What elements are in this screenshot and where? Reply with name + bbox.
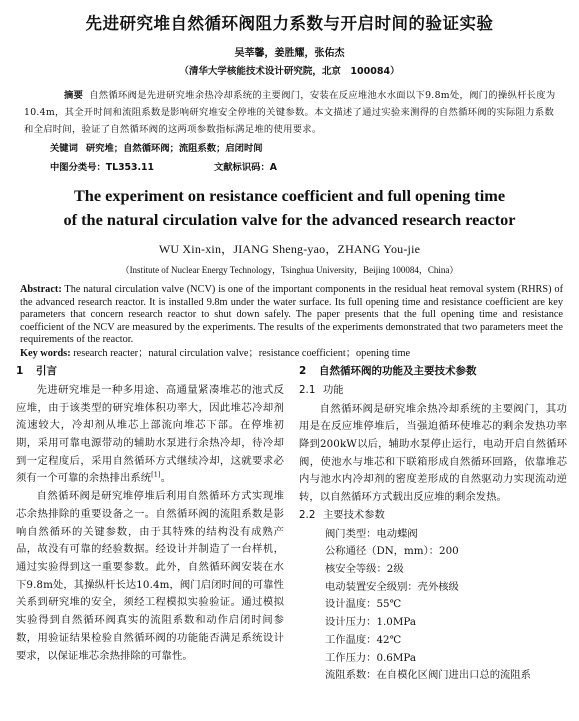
english-abstract-text: The natural circulation valve (NCV) is one of the important components in the residual heat removal system (RHRS) of the advanced research reactor. It is installed 9.8m under the water surface. Its full opening time and resistance coefficient are key parameters that concern research reactor to shut down safely. The paper presents that the full opening time and resistance coefficient of the NCV are measured by the experiments. The results of the experiments demonstrated that two parameters meet the requirements of the reactor. <box>20 284 563 346</box>
section-2-2-title: 主要技术参数 <box>323 508 385 521</box>
param-valve-type: 阀门类型：电动蝶阀 <box>325 527 418 540</box>
section-1-number: 1 <box>16 364 24 377</box>
english-keywords <box>20 347 563 360</box>
param-design-temperature: 设计温度：55℃ <box>325 598 402 611</box>
chinese-keywords <box>50 140 567 157</box>
doc-code-label: 文献标识码： <box>213 162 270 173</box>
param-design-pressure: 设计压力：1.0MPa <box>325 616 417 629</box>
chinese-abstract-label: 摘要 <box>64 90 84 101</box>
section-2-title: 自然循环阀的功能及主要技术参数 <box>319 364 477 377</box>
param-nominal-diameter: 公称通径（DN，mm）：200 <box>325 545 459 558</box>
param-nuclear-safety-class: 核安全等级：2级 <box>325 563 404 575</box>
english-keywords-text: research reacter；natural circulation valve；resistance coefficient；opening time <box>73 347 411 359</box>
section-2-1-paragraph: 自然循环阀是研究堆余热冷却系统的主要阀门，其功用是在反应堆停堆后，当强迫循环使堆芯的剩余发热功率降到200kW以后，辅助水泵停止运行，电动开启自然循环阀，使池水与堆芯和下联箱形成自然循环回路，依靠堆芯内与池水内冷却剂的密度差形成的自然驱动力实现流动逆转，以自然循环方式载出反应堆的剩余发热。 <box>299 402 567 504</box>
clc-label: 中图分类号： <box>50 162 106 173</box>
param-resistance-coefficient: 流阻系数：在自模化区阀门进出口总的流阻系 <box>325 669 531 682</box>
section-1-title: 引言 <box>36 364 57 377</box>
english-abstract-label: Abstract: <box>20 284 62 295</box>
section-2-1-title: 功能 <box>323 383 344 396</box>
left-column <box>16 364 284 685</box>
english-title-line-1: The experiment on resistance coefficient and full opening time <box>73 186 506 205</box>
classification-line <box>50 159 567 176</box>
english-keywords-label: Key words: <box>20 347 71 359</box>
english-title-line-2: of the natural circulation valve for the advanced research reactor <box>63 210 516 229</box>
reference-1: [1] <box>151 471 161 480</box>
section-1-heading <box>16 364 284 379</box>
doc-code-value: A <box>269 162 277 173</box>
clc-value: TL353.11 <box>105 162 154 173</box>
english-abstract <box>20 284 563 347</box>
section-2-1-number: 2.1 <box>299 383 316 396</box>
chinese-keywords-label: 关键词 <box>50 143 78 154</box>
param-working-temperature: 工作温度：42℃ <box>325 633 402 646</box>
param-working-pressure: 工作压力：0.6MPa <box>325 651 417 664</box>
section-2-2-number: 2.2 <box>299 508 316 521</box>
section-2-1-heading <box>299 382 567 400</box>
right-column <box>299 364 567 685</box>
body-columns <box>12 364 567 685</box>
english-affiliation: （Institute of Nuclear Energy Technology，Tsinghua University，Beijing 100084，China） <box>120 265 459 275</box>
section-1-paragraph-2: 自然循环阀是研究堆停堆后利用自然循环方式实现堆芯余热排除的重要设备之一。自然循环阀的流阻系数是影响自然循环的关键参数，由于其特殊的结构没有成熟产品，故没有可靠的经验数据。经设计并制造了一台样机，通过实验得到这一重要参数。此外，自然循环阀安装在水下9.8m处，其操纵杆长达10.4m，阀门启闭时间的可靠性关系到研究堆的安全，须经工程模拟实验验证。通过模拟实验得到自然循环阀真实的流阻系数和动作启闭时间参数，用验证结果检验自然循环阀的功能能否满足系统设计要求，以保证堆芯余热排除的可靠性。 <box>16 490 284 662</box>
chinese-keywords-text: 研究堆；自然循环阀；流阻系数；启闭时间 <box>85 143 263 154</box>
section-2-number: 2 <box>299 364 307 377</box>
section-2-2-heading <box>299 507 567 525</box>
english-authors: WU Xin-xin，JIANG Sheng-yao，ZHANG You-jie <box>158 242 421 256</box>
param-actuator-safety-grade: 电动装置安全级别：壳外核级 <box>325 580 459 593</box>
chinese-abstract-text: 自然循环阀是先进研究堆余热冷却系统的主要阀门，安装在反应堆池水水面以下9.8m处，阀门的操纵杆长度为10.4m，其全开时间和流阻系数是影响研究堆安全停堆的关键参数。本文描述了通过实验来测得的自然循环阀的实际阻力系数和全启时间，验证了自然循环阀的这两项参数指标满足堆的使用要求。 <box>24 90 556 135</box>
chinese-authors: 吴莘馨，姜胜耀，张佑杰 <box>234 48 345 59</box>
chinese-affiliation: （清华大学核能技术设计研究院，北京 100084） <box>179 66 400 77</box>
section-2-heading <box>299 364 567 379</box>
chinese-abstract <box>24 87 561 138</box>
chinese-title: 先进研究堆自然循环阀阻力系数与开启时间的验证实验 <box>85 14 494 33</box>
section-1-paragraph-1: 先进研究堆是一种多用途、高通量紧凑堆芯的池式反应堆，由于该类型的研究堆体积功率大，因此堆芯冷却剂流速较大，冷却剂从堆芯上部流向堆芯下部。在停堆初期，采用可靠电源带动的辅助水泵进行余热冷却，待冷却到一定程度后，采用自然循环方式继续冷却，这就要求必须有一个可靠的余热排出系统[1]。 <box>16 383 284 485</box>
